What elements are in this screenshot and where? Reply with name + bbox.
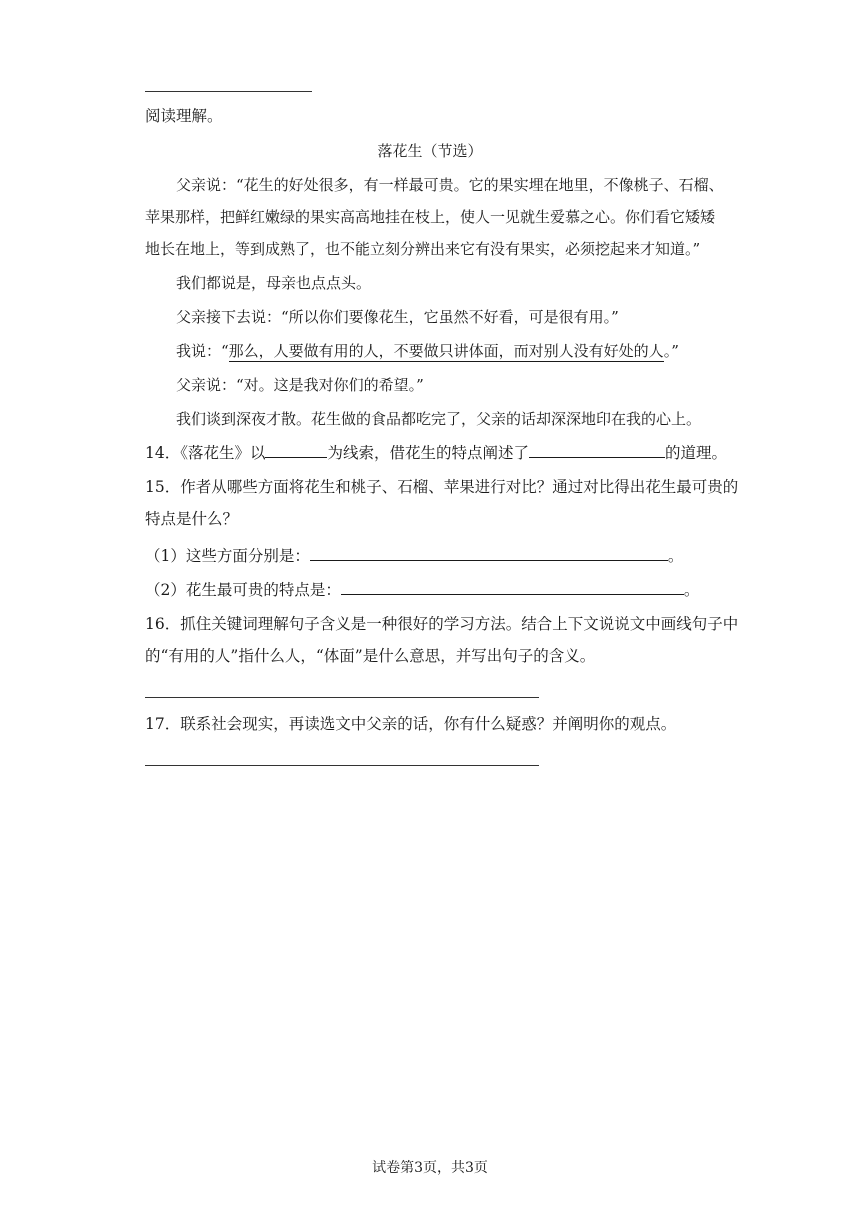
p4-suffix: 。” [663,342,679,360]
passage-p5: 父亲说：“对。这是我对你们的希望。” [176,376,424,394]
q16-answer-line[interactable] [145,697,539,698]
question-15-part1: （1）这些方面分别是： 。 [145,547,684,565]
question-17: 17．联系社会现实，再读选文中父亲的话，你有什么疑惑？并阐明你的观点。 [145,715,677,733]
underlined-sentence: 那么，人要做有用的人，不要做只讲体面，而对别人没有好处的人 [228,342,664,360]
question-15-part2: （2）花生最可贵的特点是： 。 [145,581,700,599]
passage-p2: 我们都说是，母亲也点点头。 [176,274,372,292]
passage-p1-line2: 苹果那样，把鲜红嫩绿的果实高高地挂在枝上，使人一见就生爱慕之心。你们看它矮矮 [145,208,716,226]
question-15-line2: 特点是什么？ [145,510,239,528]
passage-p6: 我们谈到深夜才散。花生做的食品都吃完了，父亲的话却深深地印在我的心上。 [176,410,702,428]
passage-p4 [176,341,679,361]
section-label: 阅读理解。 [145,107,223,125]
q15-2-blank[interactable] [341,580,684,595]
question-16-line2: 的“有用的人”指什么人，“体面”是什么意思，并写出句子的含义。 [145,647,596,665]
q15-1-blank[interactable] [310,546,668,561]
passage-p1-line1: 父亲说：“花生的好处很多，有一样最可贵。它的果实埋在地里，不像桃子、石榴、 [176,176,724,194]
q14-blank-2[interactable] [529,443,665,458]
question-16-line1: 16．抓住关键词理解句子含义是一种很好的学习方法。结合上下文说说文中画线句子中 [145,615,739,633]
passage-p3: 父亲接下去说：“所以你们要像花生，它虽然不好看，可是很有用。” [176,308,619,326]
q14-blank-1[interactable] [265,443,327,458]
page-footer: 试卷第3页，共3页 [372,1160,488,1176]
question-15-line1: 15．作者从哪些方面将花生和桃子、石榴、苹果进行对比？通过对比得出花生最可贵的 [145,478,739,496]
q17-answer-line[interactable] [145,765,539,766]
question-14: 14．《落花生》以 为线索，借花生的特点阐述了 的道理。 [145,444,728,462]
p4-prefix: 我说：“ [176,342,229,360]
top-rule [145,91,312,92]
passage-title: 落花生（节选） [377,142,483,160]
passage-p1-line3: 地长在地上，等到成熟了，也不能立刻分辨出来它有没有果实，必须挖起来才知道。” [145,240,701,258]
